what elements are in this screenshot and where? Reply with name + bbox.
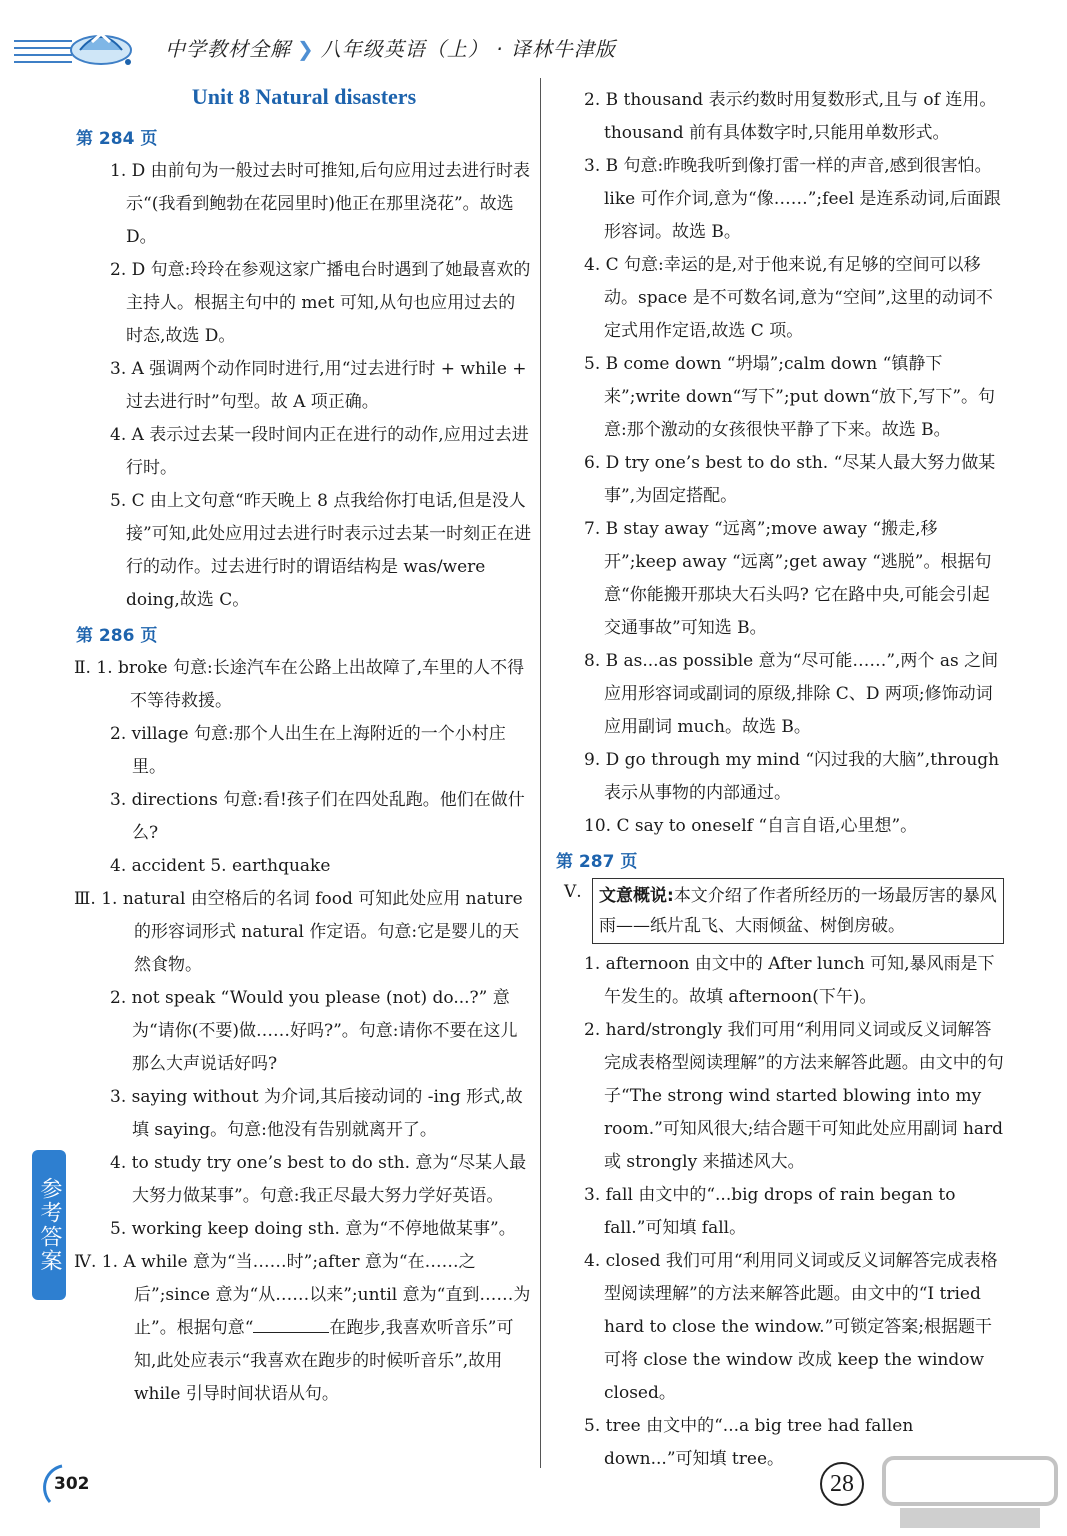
answer-item: 1. D 由前句为一般过去时可推知,后句应用过去进行时表示“(我看到鲍勃在花园里时)他正在那里浇花”。故选 D。 xyxy=(110,161,531,247)
answer-item: 9. D go through my mind “闪过我的大脑”,through 表示从事物的内部通过。 xyxy=(584,750,1000,803)
answer-item: 3. B 句意:昨晚我听到像打雷一样的声音,感到很害怕。like 可作介词,意为“像……”;feel 是连系动词,后面跟形容词。故选 B。 xyxy=(584,156,1001,242)
book-logo-icon xyxy=(66,20,136,68)
header-separator-icon: ❯ xyxy=(297,37,315,61)
answer-item: 4. closed 我们可用“利用同义词或反义词解答完成表格型阅读理解”的方法来解答此题。由文中的“I tried hard to close the window.”可锁定答案;根据题干可将 close the window 改成 keep the window closed。 xyxy=(584,1251,998,1403)
answer-item: 5. working keep doing sth. 意为“不停地做某事”。 xyxy=(110,1219,516,1239)
section-item xyxy=(74,652,532,718)
watermark-logo-icon xyxy=(880,1452,1060,1532)
answer-text: 1. broke 句意:长途汽车在公路上出故障了,车里的人不得不等待救援。 xyxy=(96,658,525,711)
answer-item: 4. accident 5. earthquake xyxy=(110,856,331,876)
unit-title: Unit 8 Natural disasters xyxy=(191,84,417,109)
section-roman-4: Ⅳ. xyxy=(74,1252,97,1272)
answer-item: 1. afternoon 由文中的 After lunch 可知,暴风雨是下午发生的。故填 afternoon(下午)。 xyxy=(584,954,995,1007)
answer-item: 5. C 由上文句意“昨天晚上 8 点我给你打电话,但是没人接”可知,此处应用过去进行时表示过去某一时刻正在进行的动作。过去进行时的谓语结构是 was/were doing,故选 C。 xyxy=(110,491,532,610)
header-title xyxy=(165,33,616,62)
answer-item: 2. D 句意:玲玲在参观这家广播电台时遇到了她最喜欢的主持人。根据主句中的 met 可知,从句也应用过去的时态,故选 D。 xyxy=(110,260,531,346)
answer-item: 4. A 表示过去某一段时间内正在进行的动作,应用过去进行时。 xyxy=(110,425,529,478)
answer-item: 3. fall 由文中的“...big drops of rain began to fall.”可知填 fall。 xyxy=(584,1185,956,1238)
answer-item: 4. C 句意:幸运的是,对于他来说,有足够的空间可以移动。space 是不可数名词,意为“空间”,这里的动词不定式用作定语,故选 C 项。 xyxy=(584,255,993,341)
answer-item: 6. D try one’s best to do sth. “尽某人最大努力做某事”,为固定搭配。 xyxy=(584,453,996,506)
answer-item: 3. saying without 为介词,其后接动词的 -ing 形式,故填 saying。句意:他没有告别就离开了。 xyxy=(110,1087,523,1140)
section-item xyxy=(74,883,532,982)
answer-item: 2. B thousand 表示约数时用复数形式,且与 of 连用。thousand 前有具体数字时,只能用单数形式。 xyxy=(584,90,997,143)
book-title: 中学教材全解 xyxy=(165,37,291,61)
summary-block xyxy=(560,878,1004,944)
answer-item: 4. to study try one’s best to do sth. 意为“尽某人最大努力做某事”。句意:我正尽最大努力学好英语。 xyxy=(110,1153,527,1206)
column-divider xyxy=(540,78,541,1468)
right-column xyxy=(556,84,1004,1476)
summary-label: 文意概说: xyxy=(599,886,674,906)
answer-item: 2. not speak “Would you please (not) do...?” 意为“请你(不要)做……好吗?”。句意:请你不要在这儿那么大声说话好吗? xyxy=(110,988,518,1074)
answer-text: 1. natural 由空格后的名词 food 可知此处应用 nature 的形容词形式 natural 作定语。句意:它是婴儿的天然食物。 xyxy=(101,889,523,975)
page-label-287: 第 287 页 xyxy=(556,852,638,872)
page-label-284: 第 284 页 xyxy=(76,129,158,149)
answer-item: 10. C say to oneself “自言自语,心里想”。 xyxy=(584,816,918,836)
answer-item: 3. directions 句意:看!孩子们在四处乱跑。他们在做什么? xyxy=(110,790,525,843)
header-decor-lines xyxy=(14,40,72,68)
summary-text: 本文介绍了作者所经历的一场最厉害的暴风雨——纸片乱飞、大雨倾盆、树倒房破。 xyxy=(599,886,997,936)
answer-item: 8. B as...as possible 意为“尽可能……”,两个 as 之间应用形容词或副词的原级,排除 C、D 两项;修饰动词应用副词 much。故选 B。 xyxy=(584,651,999,737)
book-subject: 八年级英语（上） xyxy=(320,37,489,61)
page-header xyxy=(0,0,1067,70)
section-roman-2: Ⅱ. xyxy=(74,658,91,678)
answer-text: 在跑步,我喜欢听音乐”可知,此处应表示“我喜欢在跑步的时候听音乐”,故用 while 引导时间状语从句。 xyxy=(134,1318,514,1404)
answer-item: 2. village 句意:那个人出生在上海附近的一个小村庄里。 xyxy=(110,724,506,777)
answers-side-tab: 参考答案 xyxy=(32,1150,66,1300)
answer-item: 2. hard/strongly 我们可用“利用同义词或反义词解答完成表格型阅读理解”的方法来解答此题。由文中的句子“The strong wind started blowing into my room.”可知风很大;结合题干可知此处应用副词 hard 或 strongly 来描述风大。 xyxy=(584,1020,1004,1172)
answer-item: 3. A 强调两个动作同时进行,用“过去进行时 + while + 过去进行时”句型。故 A 项正确。 xyxy=(110,359,527,412)
book-edition: · 译林牛津版 xyxy=(496,37,616,61)
page-number: 302 xyxy=(54,1474,90,1494)
answer-item: 5. B come down “坍塌”;calm down “镇静下来”;write down“写下”;put down“放下,写下”。句意:那个激动的女孩很快平静了下来。故选 B。 xyxy=(584,354,996,440)
answer-item: 5. tree 由文中的“...a big tree had fallen down...”可知填 tree。 xyxy=(584,1416,914,1469)
circled-number: 28 xyxy=(820,1462,864,1506)
summary-box xyxy=(592,878,1004,944)
answer-text: 1. A while 意为“当……时”;after 意为“在……之后”;since 意为“从……以来”;until 意为“直到……为止”。根据句意“ xyxy=(101,1252,531,1338)
fill-blank xyxy=(253,1318,329,1333)
left-column xyxy=(76,78,532,1411)
page-label-286: 第 286 页 xyxy=(76,626,158,646)
section-item xyxy=(74,1246,532,1411)
section-roman-3: Ⅲ. xyxy=(74,889,96,909)
section-roman-5: Ⅴ. xyxy=(564,882,582,902)
answer-item: 7. B stay away “远离”;move away “搬走,移开”;keep away “远离”;get away “逃脱”。根据句意“你能搬开那块大石头吗? 它在路中央,可能会引起交通事故”可知选 B。 xyxy=(584,519,992,638)
